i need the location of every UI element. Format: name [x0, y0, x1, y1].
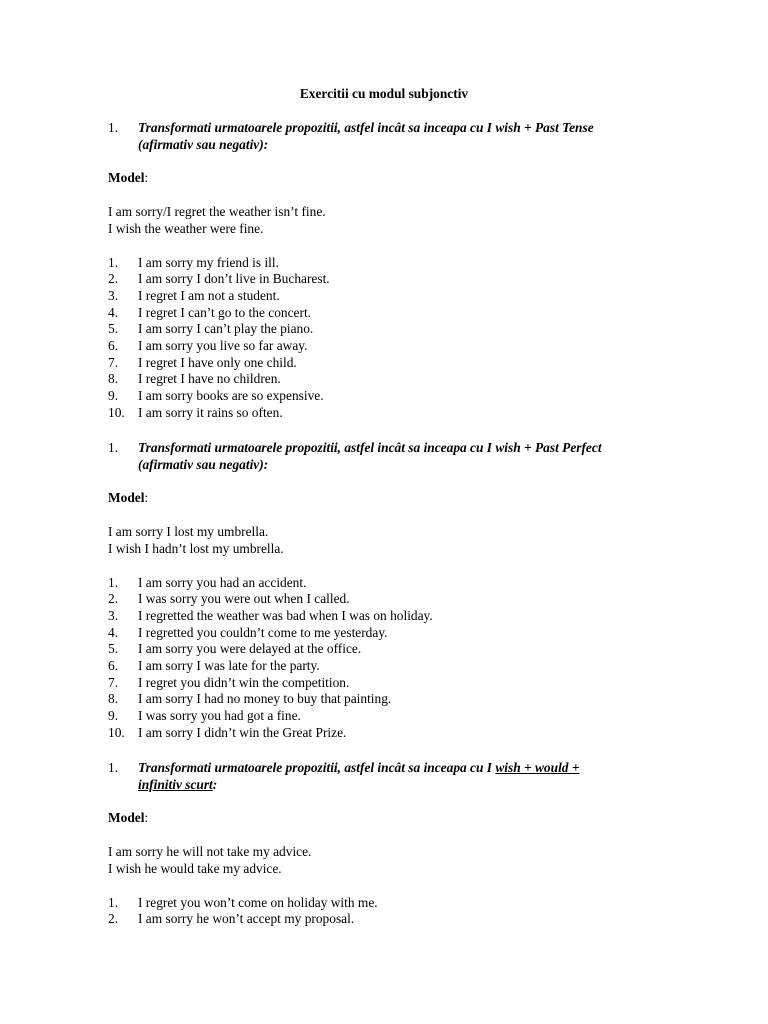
exercise-section-would: [108, 760, 668, 928]
list-item: 3. I regretted the weather was bad when I was on holiday.: [108, 607, 433, 623]
list-item: 2. I am sorry he won’t accept my proposal.: [108, 911, 355, 927]
exercise-list: [108, 575, 668, 742]
list-item: 1. I am sorry my friend is ill.: [108, 254, 279, 270]
heading-underlined-line2: infinitiv scurt: [138, 776, 213, 792]
model-line: [108, 490, 668, 507]
model-line: [108, 170, 668, 187]
heading-text: Transformati urmatoarele propozitii, astfel incât sa inceapa cu I: [138, 760, 496, 775]
list-item: 2. I was sorry you were out when I called.: [108, 591, 350, 607]
model-example-transformed: I wish the weather were fine.: [108, 220, 264, 236]
list-item: 5. I am sorry I can’t play the piano.: [108, 321, 314, 337]
heading-number: 1.: [108, 440, 119, 455]
exercise-list: [108, 255, 668, 422]
exercise-section-past-perfect: [108, 440, 668, 742]
list-item: 9. I was sorry you had got a fine.: [108, 708, 301, 724]
heading-text-line2: :: [212, 776, 218, 792]
heading-number: 1.: [108, 120, 119, 135]
list-item: 7. I regret you didn’t win the competition.: [108, 674, 350, 690]
exercise-heading: [108, 760, 668, 793]
model-colon: :: [144, 490, 149, 506]
list-item: 8. I am sorry I had no money to buy that painting.: [108, 691, 392, 707]
model-colon: :: [144, 170, 149, 186]
model-label: Model: [108, 490, 145, 506]
list-item: 1. I regret you won’t come on holiday with me.: [108, 894, 378, 910]
list-item: 10. I am sorry I didn’t win the Great Prize.: [108, 724, 347, 740]
list-item: 3. I regret I am not a student.: [108, 287, 280, 303]
heading-number: 1.: [108, 760, 119, 775]
exercise-heading: [108, 440, 668, 473]
model-example-original: I am sorry I lost my umbrella.: [108, 524, 269, 540]
list-item: 9. I am sorry books are so expensive.: [108, 388, 324, 404]
model-example-original: I am sorry/I regret the weather isn’t fine.: [108, 204, 326, 220]
list-item: 4. I regretted you couldn’t come to me yesterday.: [108, 624, 388, 640]
list-item: 10. I am sorry it rains so often.: [108, 404, 283, 420]
list-item: 6. I am sorry I was late for the party.: [108, 658, 320, 674]
exercise-heading: [108, 120, 668, 153]
exercise-section-past-tense: [108, 120, 668, 422]
list-item: 7. I regret I have only one child.: [108, 354, 297, 370]
model-example-transformed: I wish I hadn’t lost my umbrella.: [108, 540, 284, 556]
heading-text-line2: (afirmativ sau negativ):: [138, 136, 269, 152]
list-item: 1. I am sorry you had an accident.: [108, 574, 307, 590]
model-example-transformed: I wish he would take my advice.: [108, 860, 282, 876]
model-line: [108, 810, 668, 827]
heading-text: Transformati urmatoarele propozitii, astfel incât sa inceapa cu I wish + Past Perfect: [138, 440, 602, 455]
list-item: 5. I am sorry you were delayed at the office.: [108, 641, 362, 657]
list-item: 6. I am sorry you live so far away.: [108, 338, 308, 354]
model-colon: :: [144, 810, 149, 826]
model-label: Model: [108, 810, 145, 826]
list-item: 8. I regret I have no children.: [108, 371, 281, 387]
model-example-original: I am sorry he will not take my advice.: [108, 844, 312, 860]
heading-text: Transformati urmatoarele propozitii, astfel incât sa inceapa cu I wish + Past Tense: [138, 120, 594, 135]
list-item: 2. I am sorry I don’t live in Bucharest.: [108, 271, 330, 287]
heading-text-line2: (afirmativ sau negativ):: [138, 456, 269, 472]
document-title: Exercitii cu modul subjonctiv: [299, 86, 469, 101]
heading-underlined: wish + would +: [495, 760, 580, 775]
exercise-list: [108, 895, 668, 928]
list-item: 4. I regret I can’t go to the concert.: [108, 304, 312, 320]
model-label: Model: [108, 170, 145, 186]
